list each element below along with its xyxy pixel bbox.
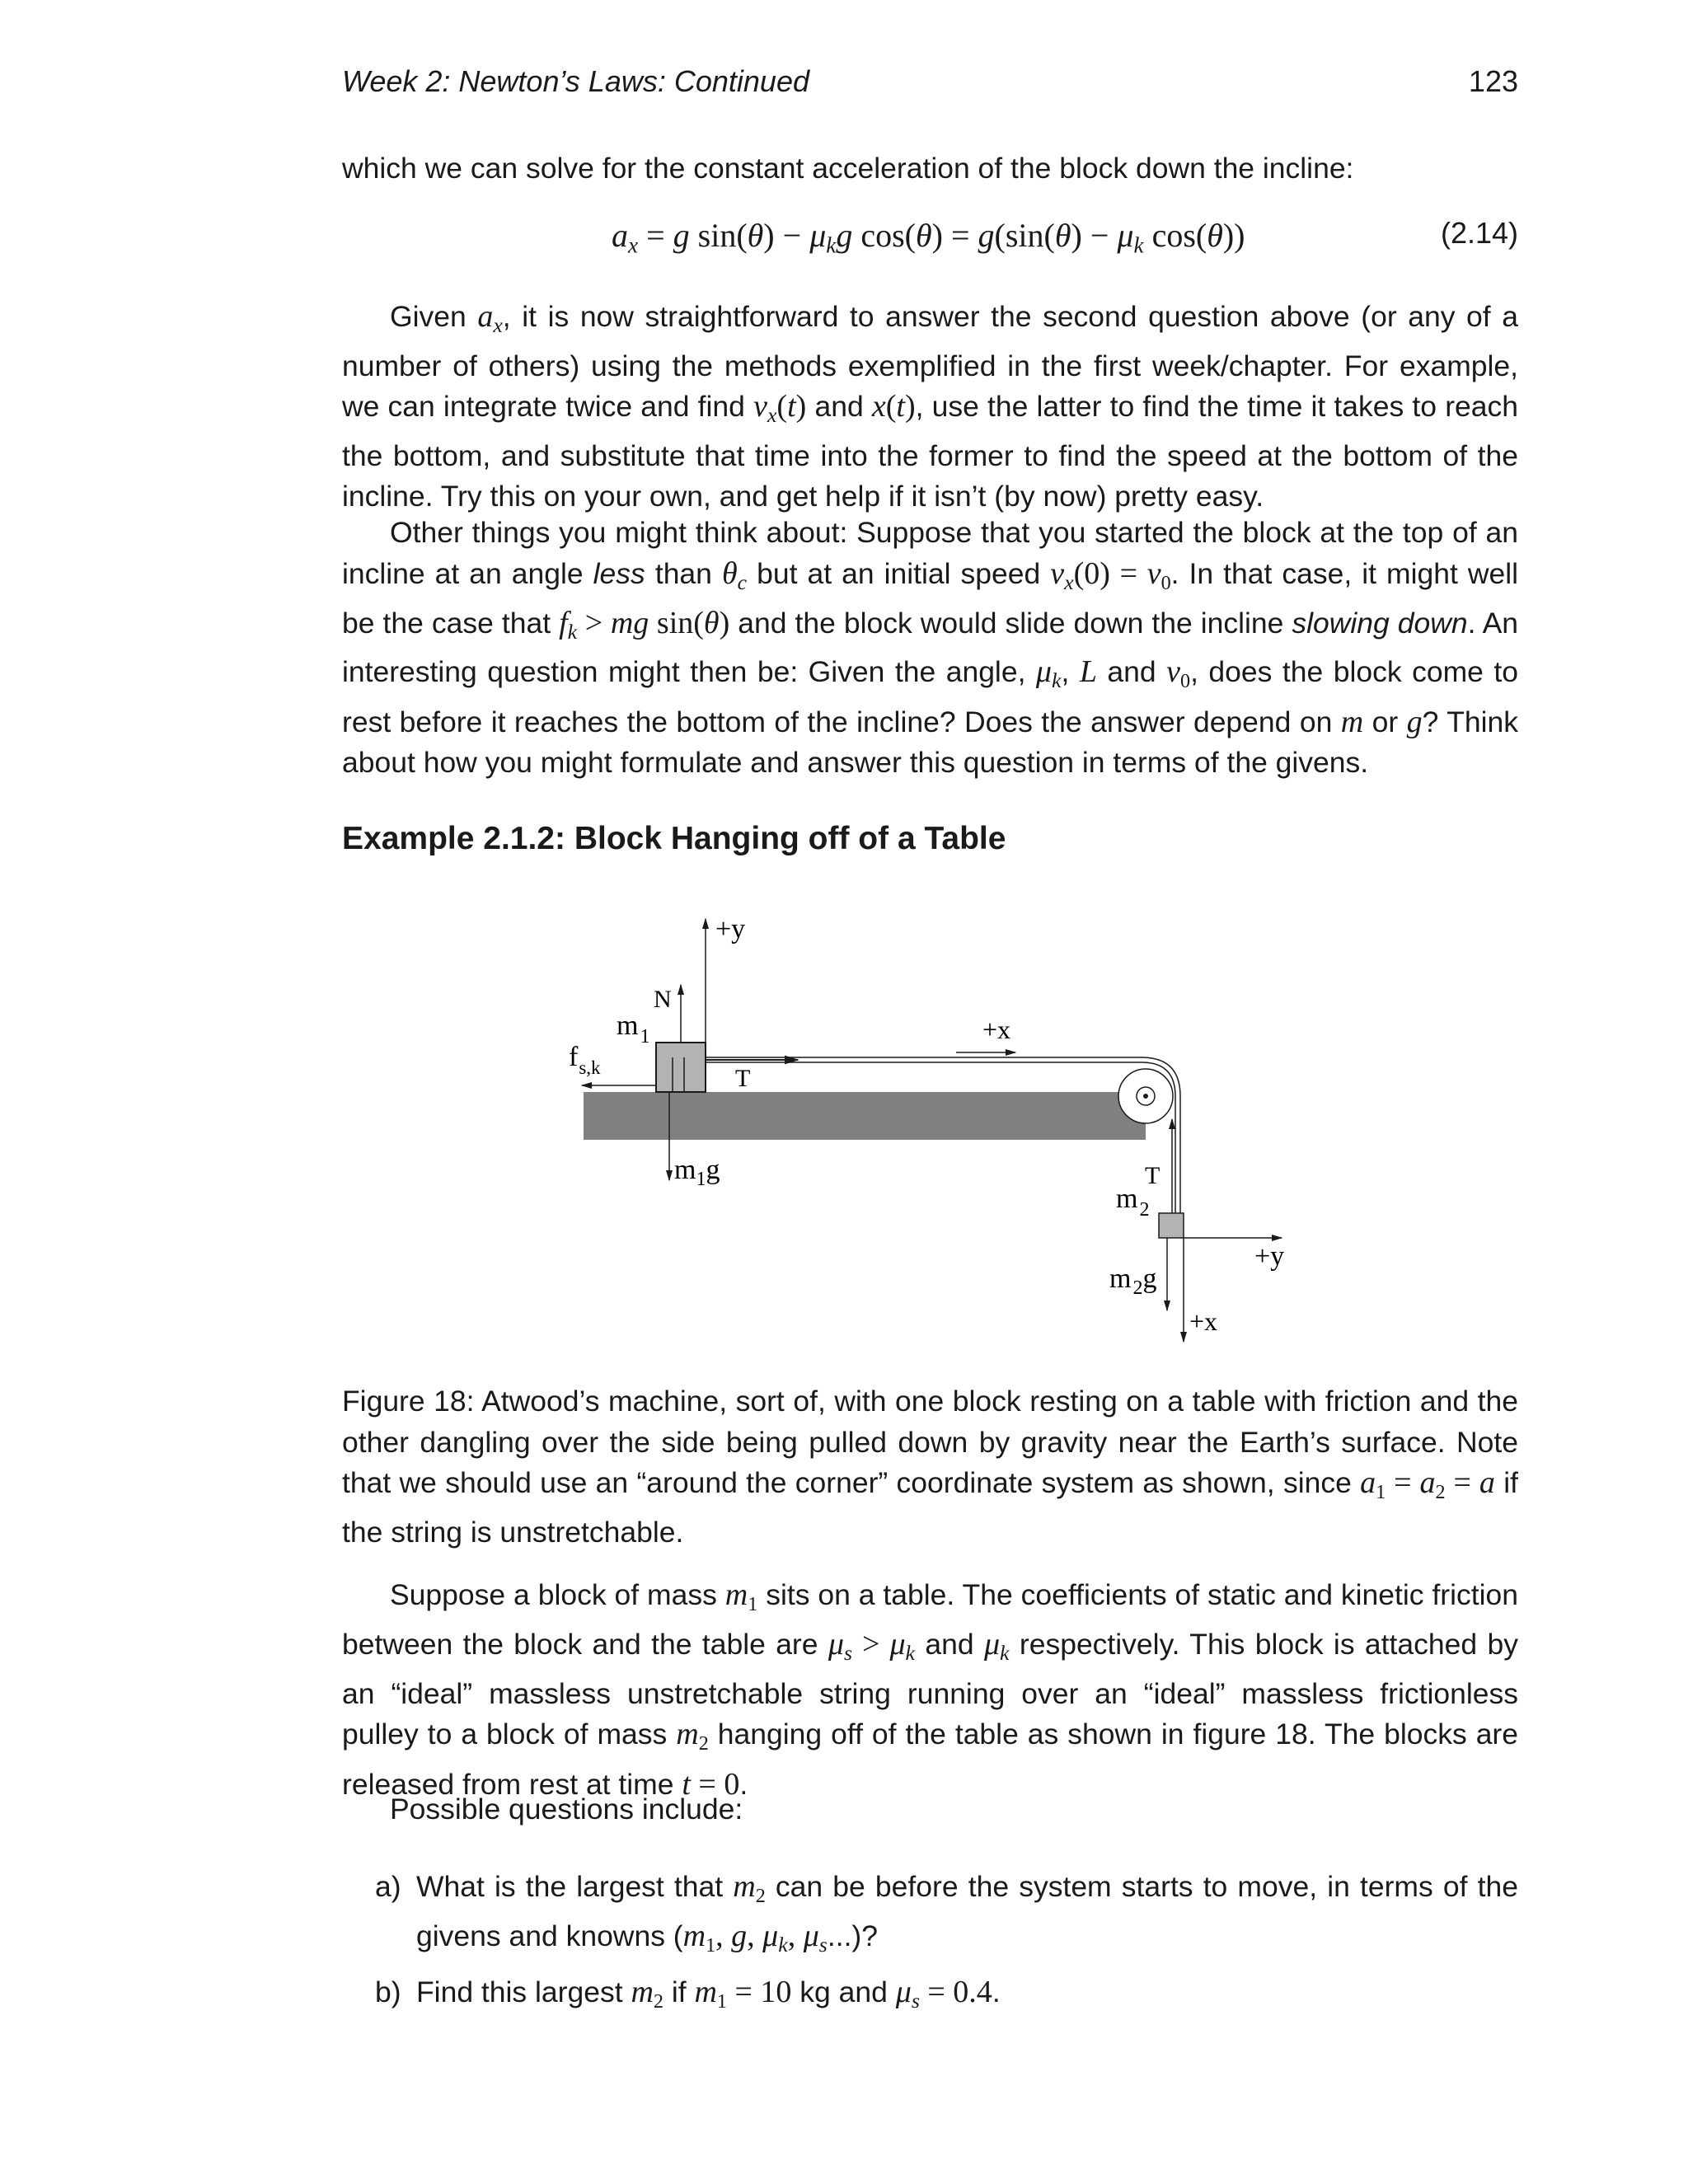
- paragraph-given-ax: Given $a_x$, it is now straightforward to answer the second question above (or any of a number of others) using the methods exemplified in the first week/chapter. For example, we can integrate twice and find $v_x(t)$ and x(t), use the latter to find the time it takes to reach the bottom, and substitute that time into the former to find the speed at the bottom of the incline. Try this on your own, and get help if it isn’t (by now) pretty easy.: [342, 299, 1518, 513]
- label-plus-x-bottom: +x: [1189, 1306, 1218, 1336]
- label-N: N: [654, 986, 672, 1013]
- running-header-title: Week 2: Newton’s Laws: Continued: [342, 64, 809, 98]
- label-m1: $m_1$: [617, 1010, 650, 1047]
- page-number: 123: [1468, 64, 1518, 98]
- label-plus-x-top: +x: [982, 1015, 1011, 1044]
- figure-caption: Figure 18: Atwood’s machine, sort of, with one block resting on a table with friction and the other dangling over the side being pulled down by gravity near the Earth’s surface. Note that we should use an “around the corner” coordinate system as shown, since $a_1 = a_2 = a$ if the string is unstretchable.: [342, 1385, 1518, 1549]
- label-friction: $f_{s,k}$: [569, 1042, 601, 1078]
- paragraph-other-things: Other things you might think about: Suppose that you started the block at the top of an incline at an angle less than $\theta_c$ but at an initial speed $v_x(0) = v_0$. In that case, it might well be the case that $f_k$ > mg sin(θ) and the block would slide down the incline slowing down. An interesting question might then be: Given the angle, $\mu_k$, L and $v_0$, does the block come to rest before it reaches the bottom of the incline? Does the answer depend on m or g? Think about how you might formulate and answer this question in terms of the givens.: [342, 516, 1518, 780]
- table: [584, 1092, 1146, 1140]
- label-m1g: $m_1g$: [674, 1155, 720, 1190]
- label-plus-y-top: +y: [715, 914, 746, 944]
- equation-number: (2.14): [1440, 216, 1518, 250]
- atwood-table-diagram: [560, 907, 1319, 1360]
- intro-line: which we can solve for the constant acceleration of the block down the incline:: [342, 152, 1354, 185]
- paragraph-suppose-block: Suppose a block of mass $m_1$ sits on a table. The coefficients of static and kinetic friction between the block and the table are $\mu_s > \mu_k$ and $\mu_k$ respectively. This block is attached by an “ideal” massless unstretchable string running over an “ideal” massless frictionless pulley to a block of mass $m_2$ hanging off of the table as shown in figure 18. The blocks are released from rest at time t = 0.: [342, 1577, 1519, 1802]
- label-tension-m2: T: [1145, 1162, 1160, 1189]
- label-plus-y-right: +y: [1254, 1241, 1285, 1272]
- label-m2g: $m_2g$: [1109, 1263, 1157, 1299]
- example-heading: Example 2.1.2: Block Hanging off of a Table: [342, 821, 1006, 856]
- block-m1: [656, 1043, 706, 1092]
- label-m2: $m_2$: [1116, 1183, 1150, 1221]
- block-m2: [1159, 1213, 1184, 1238]
- label-tension-m1: T: [735, 1065, 751, 1092]
- paragraph-possible-questions: Possible questions include:: [390, 1793, 743, 1825]
- equation-2-14: $a_x = g$ $\sin(\theta) - \mu_kg$ $\cos(\theta) = g(\sin(\theta) - \mu_k$ cos(θ)): [612, 217, 1245, 258]
